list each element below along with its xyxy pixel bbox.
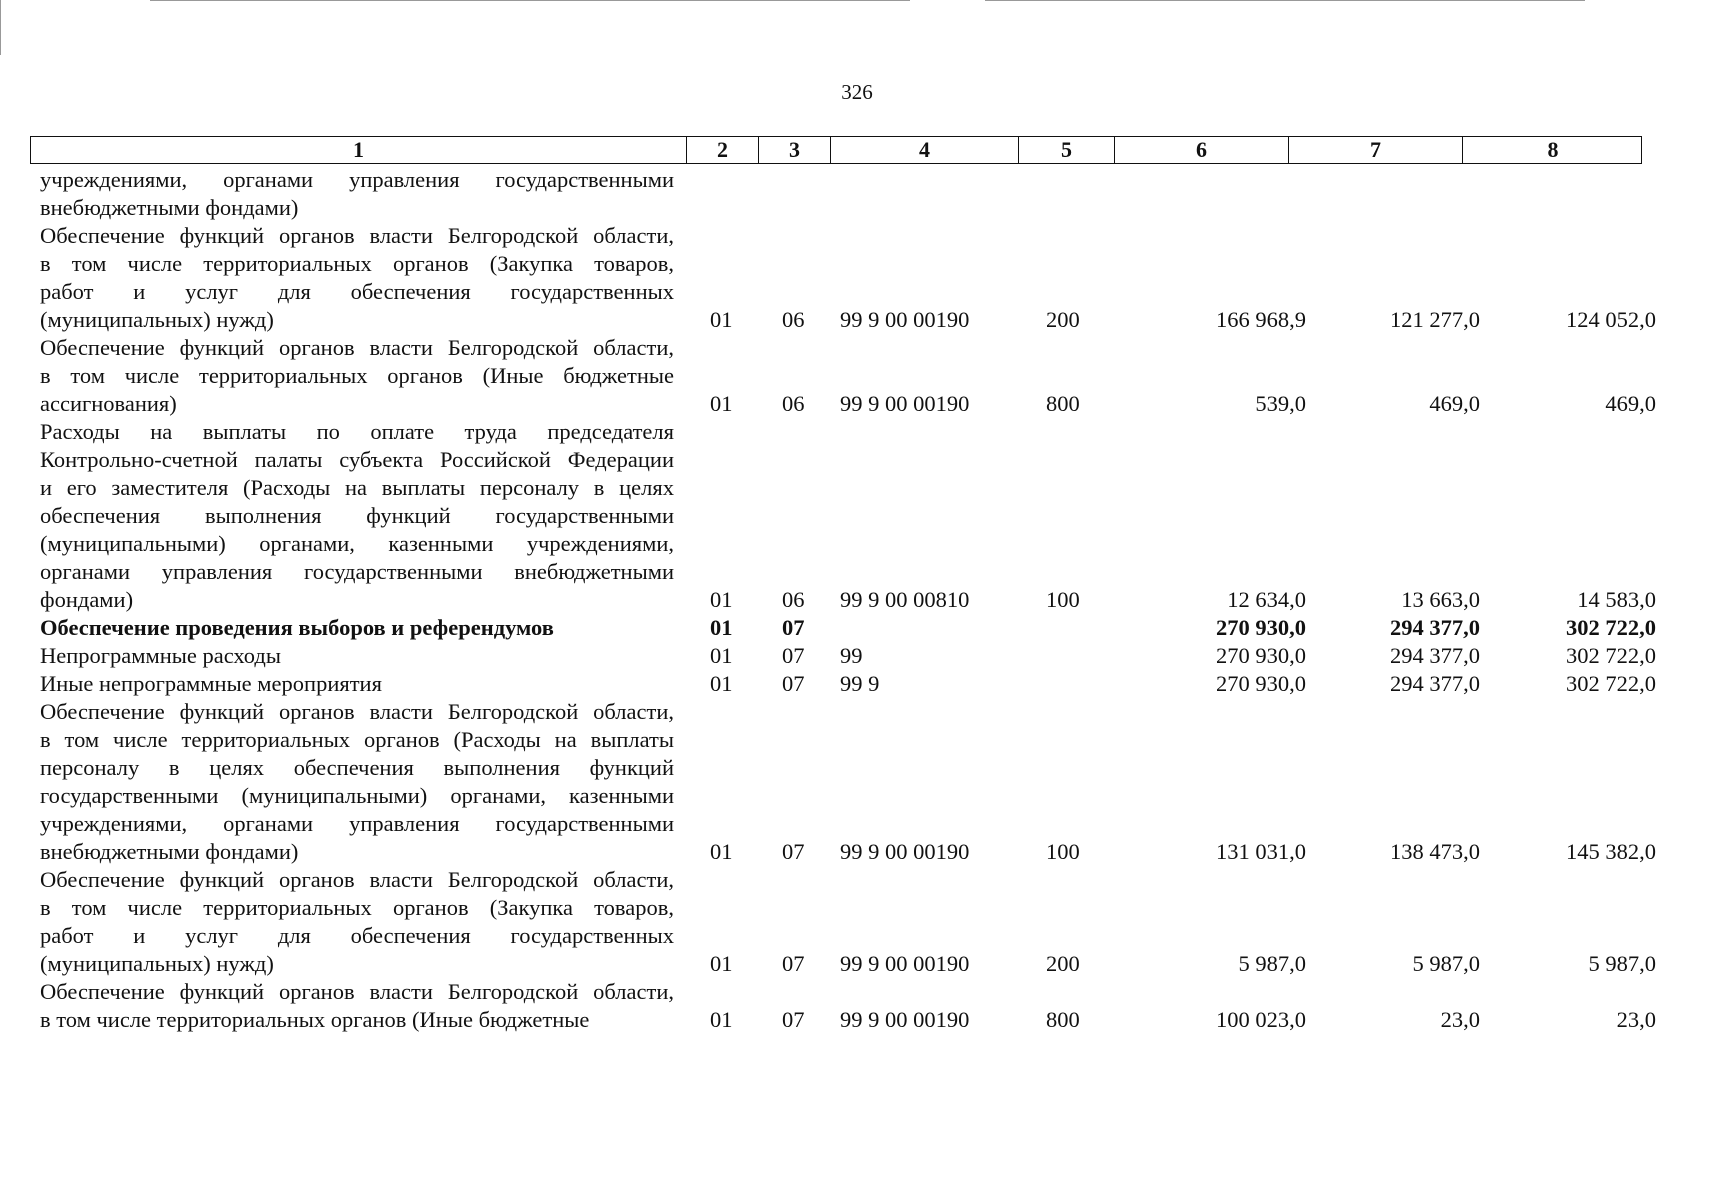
description-line: Обеспечение функций органов власти Белгородской области, [40, 979, 674, 1004]
amount-col-8: 302 722,0 [1566, 615, 1656, 640]
row-description [30, 334, 684, 418]
description-line: в том числе территориальных органов (Расходы на выплаты [40, 727, 674, 752]
target-article-code: 99 9 00 00190 [840, 391, 970, 416]
row-description [30, 698, 684, 866]
description-line: Обеспечение проведения выборов и референдумов [40, 615, 554, 640]
description-line: государственными (муниципальными) органами, казенными [40, 783, 674, 808]
section-code: 01 [710, 951, 733, 976]
subsection-code: 07 [782, 643, 805, 668]
amount-col-8: 14 583,0 [1577, 587, 1656, 612]
table-row [30, 670, 1656, 698]
amount-col-8: 124 052,0 [1566, 307, 1656, 332]
description-line: ассигнования) [40, 391, 177, 416]
description-line: Непрограммные расходы [40, 643, 281, 668]
section-code: 01 [710, 391, 733, 416]
description-line: внебюджетными фондами) [40, 195, 299, 220]
amount-col-6: 12 634,0 [1227, 587, 1306, 612]
row-description [30, 978, 684, 1034]
table-row [30, 978, 1656, 1034]
target-article-code: 99 9 [840, 671, 880, 696]
description-line: Обеспечение функций органов власти Белгородской области, [40, 223, 674, 248]
row-description [30, 418, 684, 614]
expense-type-code: 100 [1046, 587, 1080, 612]
table-row [30, 222, 1656, 334]
section-code: 01 [710, 671, 733, 696]
amount-col-8: 469,0 [1605, 391, 1656, 416]
row-description [30, 670, 684, 698]
subsection-code: 06 [782, 307, 805, 332]
description-line: Иные непрограммные мероприятия [40, 671, 382, 696]
header-col-7: 7 [1288, 137, 1462, 163]
amount-col-7: 13 663,0 [1401, 587, 1480, 612]
page-number: 326 [841, 80, 873, 104]
amount-col-7: 294 377,0 [1390, 615, 1480, 640]
amount-col-6: 131 031,0 [1216, 839, 1306, 864]
target-article-code: 99 [840, 643, 863, 668]
amount-col-8: 302 722,0 [1566, 671, 1656, 696]
table-row [30, 698, 1656, 866]
row-description [30, 222, 684, 334]
row-description [30, 166, 684, 222]
description-line: (муниципальных) нужд) [40, 951, 274, 976]
row-description [30, 614, 684, 642]
target-article-code: 99 9 00 00190 [840, 951, 970, 976]
description-line: Обеспечение функций органов власти Белгородской области, [40, 335, 674, 360]
amount-col-7: 5 987,0 [1412, 951, 1480, 976]
target-article-code: 99 9 00 00810 [840, 587, 970, 612]
description-line: персоналу в целях обеспечения выполнения функций [40, 755, 674, 780]
header-col-1: 1 [353, 137, 364, 162]
amount-col-8: 302 722,0 [1566, 643, 1656, 668]
description-line: Обеспечение функций органов власти Белгородской области, [40, 867, 674, 892]
amount-col-8: 5 987,0 [1588, 951, 1656, 976]
scan-artifact-top [150, 0, 910, 1]
description-line: органами управления государственными внебюджетными [40, 559, 674, 584]
table-row [30, 642, 1656, 670]
target-article-code: 99 9 00 00190 [840, 307, 970, 332]
table-row [30, 418, 1656, 614]
scan-artifact-top-right [985, 0, 1585, 1]
section-code: 01 [710, 1007, 733, 1032]
subsection-code: 07 [782, 615, 805, 640]
subsection-code: 07 [782, 671, 805, 696]
amount-col-7: 23,0 [1440, 1007, 1480, 1032]
description-line: (муниципальных) нужд) [40, 307, 274, 332]
amount-col-6: 270 930,0 [1216, 615, 1306, 640]
table-row [30, 334, 1656, 418]
section-code: 01 [710, 587, 733, 612]
header-col-2: 2 [686, 137, 758, 163]
description-line: и его заместителя (Расходы на выплаты персоналу в целях [40, 475, 674, 500]
amount-col-7: 294 377,0 [1390, 643, 1480, 668]
header-col-3: 3 [758, 137, 830, 163]
expense-type-code: 800 [1046, 1007, 1080, 1032]
section-code: 01 [710, 643, 733, 668]
table-row [30, 166, 1642, 222]
description-line: обеспечения выполнения функций государственными [40, 503, 674, 528]
table-header [30, 136, 1642, 164]
header-col-4: 4 [830, 137, 1018, 163]
description-line: фондами) [40, 587, 134, 612]
amount-col-7: 138 473,0 [1390, 839, 1480, 864]
subsection-code: 06 [782, 587, 805, 612]
header-col-5: 5 [1018, 137, 1114, 163]
target-article-code: 99 9 00 00190 [840, 1007, 970, 1032]
section-code: 01 [710, 615, 733, 640]
amount-col-6: 100 023,0 [1216, 1007, 1306, 1032]
target-article-code: 99 9 00 00190 [840, 839, 970, 864]
table-row [30, 866, 1656, 978]
description-line: Контрольно-счетной палаты субъекта Российской Федерации [40, 447, 674, 472]
description-line: учреждениями, органами управления государственными [40, 167, 674, 192]
description-line: (муниципальными) органами, казенными учреждениями, [40, 531, 674, 556]
amount-col-6: 5 987,0 [1238, 951, 1306, 976]
description-line: учреждениями, органами управления государственными [40, 811, 674, 836]
expense-type-code: 200 [1046, 307, 1080, 332]
row-description [30, 866, 684, 978]
expense-type-code: 800 [1046, 391, 1080, 416]
scan-artifact-left [0, 0, 1, 55]
description-line: Обеспечение функций органов власти Белгородской области, [40, 699, 674, 724]
amount-col-6: 270 930,0 [1216, 643, 1306, 668]
table-body [30, 166, 1656, 1034]
header-col-6: 6 [1114, 137, 1288, 163]
table-row [30, 614, 1656, 642]
expense-type-code: 100 [1046, 839, 1080, 864]
description-line: в том числе территориальных органов (Иные бюджетные [40, 1007, 590, 1032]
description-line: работ и услуг для обеспечения государственных [40, 279, 674, 304]
description-line: в том числе территориальных органов (Закупка товаров, [40, 895, 674, 920]
amount-col-6: 270 930,0 [1216, 671, 1306, 696]
amount-col-8: 145 382,0 [1566, 839, 1656, 864]
subsection-code: 07 [782, 839, 805, 864]
amount-col-7: 121 277,0 [1390, 307, 1480, 332]
description-line: Расходы на выплаты по оплате труда председателя [40, 419, 674, 444]
amount-col-7: 469,0 [1429, 391, 1480, 416]
amount-col-6: 166 968,9 [1216, 307, 1306, 332]
description-line: в том числе территориальных органов (Иные бюджетные [40, 363, 674, 388]
subsection-code: 07 [782, 951, 805, 976]
amount-col-8: 23,0 [1616, 1007, 1656, 1032]
section-code: 01 [710, 307, 733, 332]
header-col-8: 8 [1462, 137, 1643, 163]
expense-type-code: 200 [1046, 951, 1080, 976]
description-line: работ и услуг для обеспечения государственных [40, 923, 674, 948]
description-line: в том числе территориальных органов (Закупка товаров, [40, 251, 674, 276]
amount-col-7: 294 377,0 [1390, 671, 1480, 696]
description-line: внебюджетными фондами) [40, 839, 299, 864]
subsection-code: 06 [782, 391, 805, 416]
row-description [30, 642, 684, 670]
subsection-code: 07 [782, 1007, 805, 1032]
section-code: 01 [710, 839, 733, 864]
amount-col-6: 539,0 [1255, 391, 1306, 416]
